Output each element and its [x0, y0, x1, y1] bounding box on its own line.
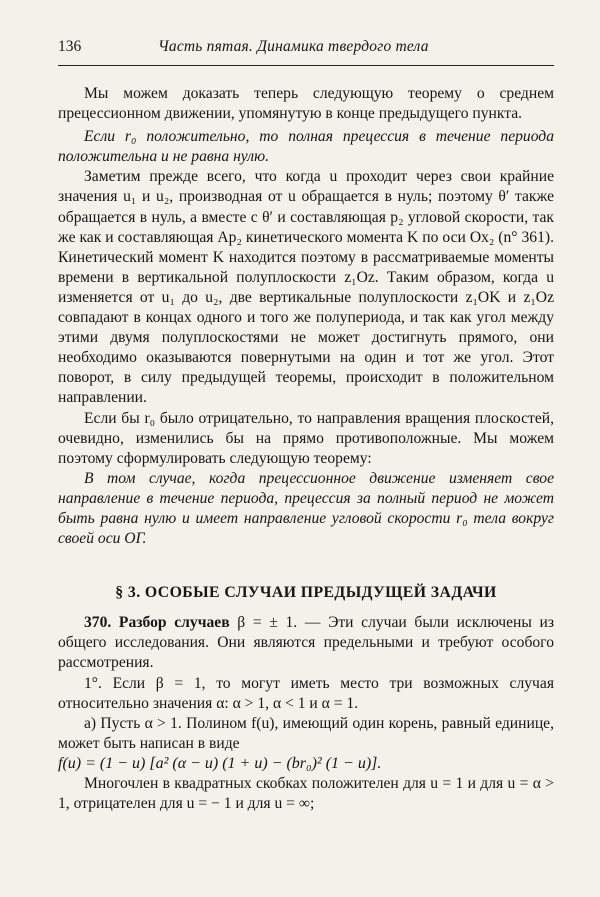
running-header [58, 38, 554, 60]
paragraph-370 [58, 613, 554, 673]
formula-f-u: f(u) = (1 − u) [a² (α − u) (1 + u) − (br₀)² (1 − u)]. [58, 754, 382, 772]
paragraph-intro: Мы можем доказать теперь следующую теорему о среднем прецессионном движении, упомянутую в конце предыдущего пункта. [58, 85, 554, 123]
paragraph-negative-case: Если бы r₀ было отрицательно, то направления вращения плоскостей, очевидно, изменились бы на прямо противоположные. Мы можем поэтому сформулировать следующую теорему: [58, 409, 554, 467]
paragraph-polynomial: Многочлен в квадратных скобках положителен для u = 1 и для u = α > 1, отрицателен для u = − 1 и для u = ∞; [58, 775, 554, 813]
subsection-condition: β = ± 1. [229, 614, 298, 632]
proof-paragraph: Заметим прежде всего, что когда u проходит через свои крайние значения u₁ и u₂, производная от u обращается в нуль; поэтому θ′ также обращается в нуль, а вместе с θ′ и составляющая p₂ угловой скорости, так же как и составляющая Ap₂ кинетического момента K по оси Ox₂ (n° 361). Кинетический момент K находится поэтому в рассматриваемые моменты времени в вертикальной полуплоскости z₁Oz. Таким образом, когда u изменяется от u₁ до u₂, две вертикальные полуплоскости z₁OK и z₁Oz совпадают в концах одного и того же полупериода, и так как угол между этими двумя полуплоскостями не может достигнуть прямого, они необходимо оказываются повернутыми на один и тот же угол. Этот поворот, в силу предыдущей теоремы, происходит в положительном направлении. [58, 168, 554, 407]
subsection-heading: 370. Разбор случаев [84, 614, 230, 632]
section-heading: § 3. ОСОБЫЕ СЛУЧАИ ПРЕДЫДУЩЕЙ ЗАДАЧИ [115, 584, 497, 602]
page-number: 136 [58, 38, 82, 55]
header-rule [58, 65, 554, 66]
paragraph-case-1: 1°. Если β = 1, то могут иметь место три возможных случая относительно значения α: α > 1, α < 1 и α = 1. [58, 674, 554, 712]
page-body [58, 84, 554, 814]
book-page [58, 38, 554, 814]
running-title: Часть пятая. Динамика твердого тела [158, 38, 429, 55]
theorem-statement-2: В том случае, когда прецессионное движение изменяет свое направление в течение периода, прецессия за полный период не может быть равна нулю и имеет направление угловой скорости r₀ тела вокруг своей оси OΓ. [58, 469, 554, 548]
theorem-statement: Если r₀ положительно, то полная прецессия в течение периода положительна и не равна нулю. [58, 128, 554, 166]
paragraph-case-a: а) Пусть α > 1. Полином f(u), имеющий один корень, равный единице, может быть написан в виде [58, 714, 554, 752]
paragraph-370-text: — Эти случаи были исключены из общего исследования. Они являются предельными и требуют особого рассмотрения. [58, 614, 555, 672]
